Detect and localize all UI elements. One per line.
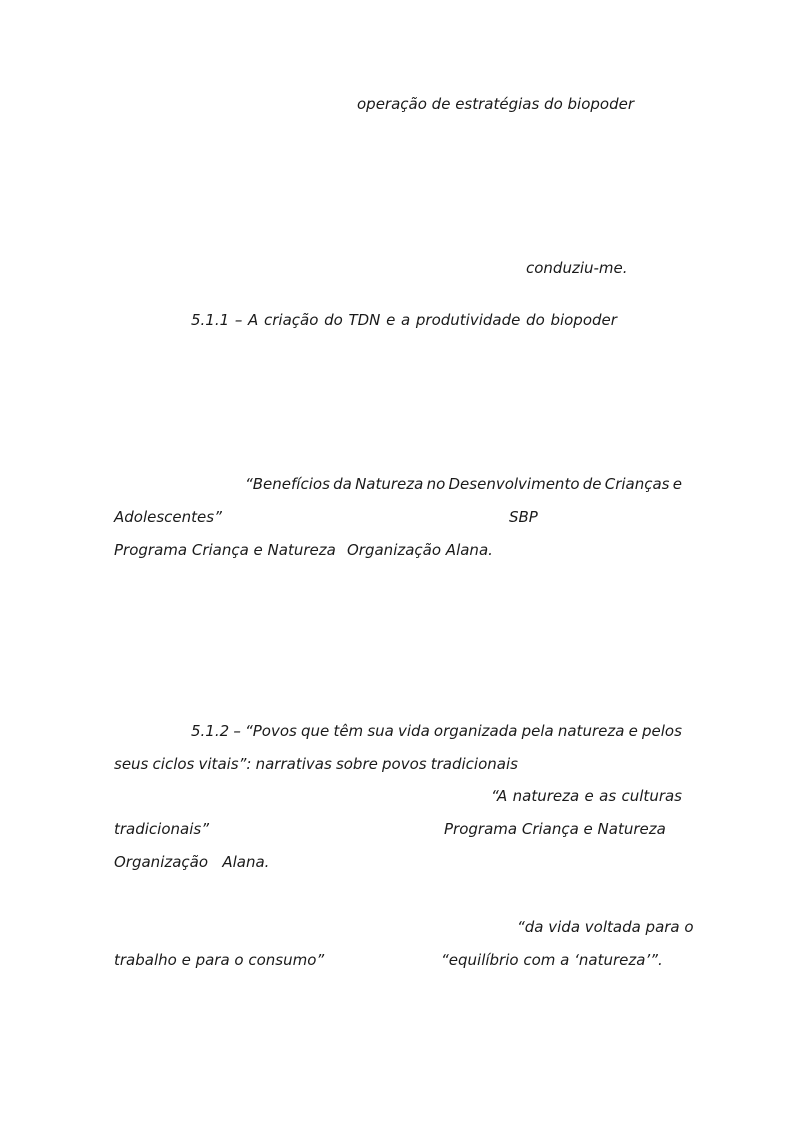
word: da [333, 475, 352, 493]
word: do [526, 311, 545, 329]
word: do [324, 311, 343, 329]
organizacao-alana-2: Organização Alana. [114, 853, 270, 871]
quote-natureza-culturas-line-1 [491, 786, 682, 806]
word: A [248, 311, 259, 329]
word: culturas [621, 787, 682, 805]
quote-beneficios-line-2: Adolescentes” [114, 508, 222, 526]
word: – [233, 722, 241, 740]
quote-vida-voltada-line-2: trabalho e para o consumo” [114, 951, 325, 969]
word: produtividade [415, 311, 521, 329]
word: 5.1.1 [191, 311, 230, 329]
word: a [401, 311, 411, 329]
word: de [582, 475, 602, 493]
word: TDN [348, 311, 381, 329]
quote-beneficios-line-1 [245, 474, 682, 494]
word: e [628, 722, 638, 740]
word: e [584, 787, 594, 805]
word: sua [367, 722, 394, 740]
word: vida [398, 722, 430, 740]
word: têm [333, 722, 364, 740]
word: e [386, 311, 396, 329]
word: criação [264, 311, 319, 329]
word: as [599, 787, 617, 805]
word: organizada [433, 722, 518, 740]
word: pelos [641, 722, 682, 740]
program-crianca-natureza-1: Programa Criança e Natureza [114, 541, 336, 559]
word: “A [491, 787, 508, 805]
word: 5.1.2 [191, 722, 230, 740]
word: seus [114, 755, 149, 773]
word: ciclos [152, 755, 195, 773]
section-heading-5-1-1 [191, 310, 617, 330]
word: natureza [512, 787, 580, 805]
text-fragment-biopoder-operation: operação de estratégias do biopoder [357, 95, 634, 113]
word: biopoder [550, 311, 617, 329]
word: no [426, 475, 446, 493]
section-heading-5-1-2-line-2 [114, 754, 518, 774]
word: que [301, 722, 330, 740]
program-crianca-natureza-2: Programa Criança e Natureza [444, 820, 666, 838]
word: Desenvolvimento [448, 475, 580, 493]
word: “Povos [244, 722, 297, 740]
word: natureza [557, 722, 625, 740]
sbp-label: SBP [509, 508, 538, 526]
word: e [672, 475, 682, 493]
section-heading-5-1-2-line-1 [191, 721, 682, 741]
word: vitais”: [198, 755, 252, 773]
word: sobre [335, 755, 378, 773]
word: pela [521, 722, 554, 740]
quote-equilibrio-natureza: “equilíbrio com a ‘natureza’”. [441, 951, 663, 969]
quote-natureza-culturas-line-2: tradicionais” [114, 820, 209, 838]
organizacao-alana-1: Organização Alana. [347, 541, 493, 559]
quote-vida-voltada-line-1: “da vida voltada para o [517, 918, 694, 936]
word: Crianças [604, 475, 670, 493]
word: – [234, 311, 243, 329]
text-fragment-conduziu: conduziu-me. [526, 259, 628, 277]
word: Natureza [355, 475, 424, 493]
word: “Benefícios [245, 475, 330, 493]
word: povos [382, 755, 427, 773]
word: tradicionais [430, 755, 518, 773]
word: narrativas [255, 755, 332, 773]
